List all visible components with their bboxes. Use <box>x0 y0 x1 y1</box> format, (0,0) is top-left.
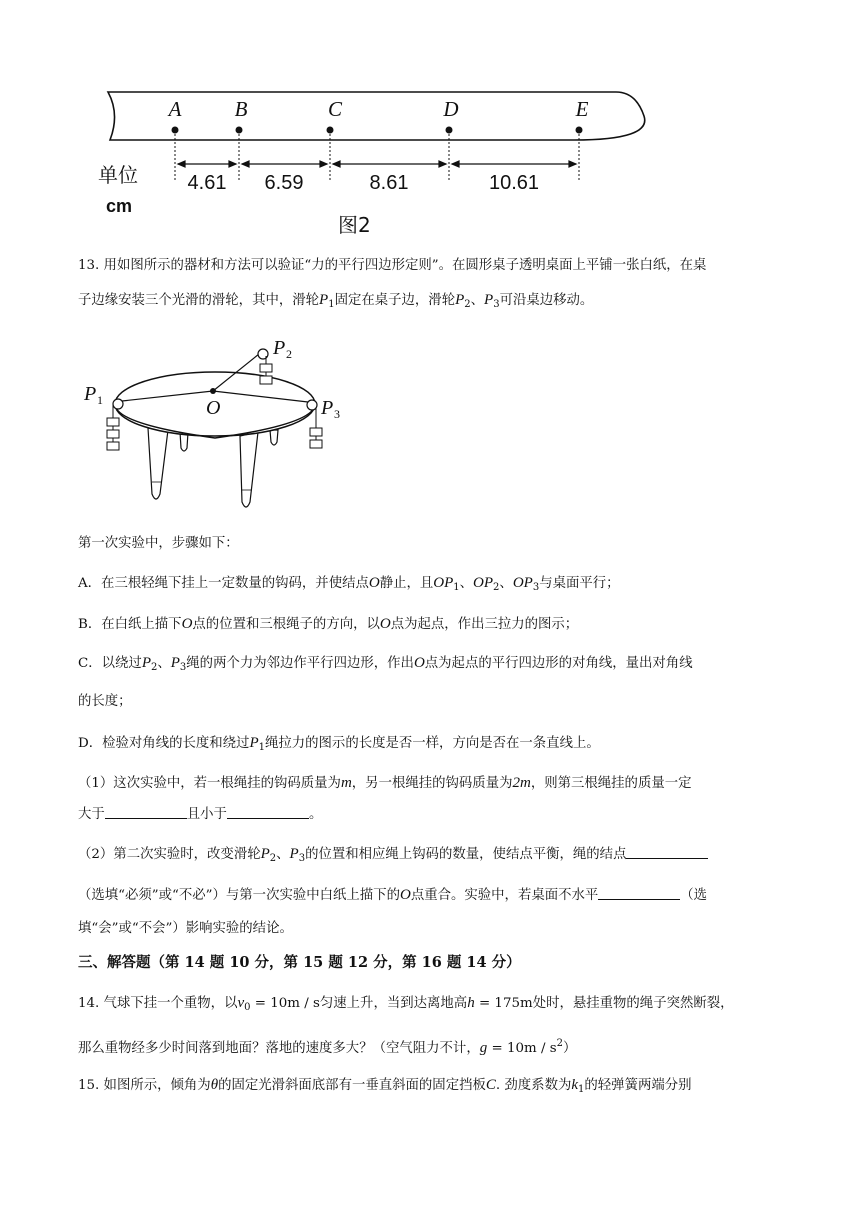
section-heading: 三、解答题（第 14 题 10 分，第 15 题 12 分，第 16 题 14 分） <box>78 954 521 971</box>
label-p2: P <box>273 337 286 359</box>
q15-line1: 15. 如图所示，倾角为θ的固定光滑斜面底部有一垂直斜面的固定挡板C. 劲度系数为$k_1$的轻弹簧两端分别 <box>78 1077 692 1095</box>
dot-d <box>446 127 453 134</box>
q13-intro-line1: 13. 用如图所示的器材和方法可以验证“力的平行四边形定则”。在圆形桌子透明桌面上平铺一张白纸，在桌 <box>78 258 707 273</box>
answer-blank-4[interactable] <box>598 887 680 900</box>
svg-text:3: 3 <box>334 407 340 421</box>
label-p3: P <box>321 397 334 419</box>
subq-2-cont: （选填“必须”或“不必”）与第一次实验中白纸上描下的O点重合。实验中，若桌面不水平 （选 <box>78 887 708 903</box>
step-d: D．检验对角线的长度和绕过$P_1$绳拉力的图示的长度是否一样，方向是否在一条直线上。 <box>78 735 600 753</box>
q13-intro-line2: 子边缘安装三个光滑的滑轮，其中，滑轮$P_1$固定在桌子边，滑轮$P_2$、$P_3$可沿桌边移动。 <box>78 292 594 310</box>
dot-b <box>236 127 243 134</box>
answer-blank-3[interactable] <box>626 846 708 859</box>
dot-a <box>172 127 179 134</box>
point-label-a: A <box>168 97 182 121</box>
point-label-e: E <box>575 97 589 121</box>
step-b: B．在白纸上描下O点的位置和三根绳子的方向，以O点为起点，作出三拉力的图示； <box>78 616 579 632</box>
label-o: O <box>206 397 221 419</box>
point-label-c: C <box>327 97 343 121</box>
segment-bc: 6.59 <box>264 172 304 194</box>
step-a: A．在三根轻绳下挂上一定数量的钩码，并使结点O静止，且$OP_1$、$OP_2$、$OP_3$与桌面平行； <box>78 575 620 593</box>
table-figure <box>80 332 360 518</box>
figure-2-tape <box>96 88 656 240</box>
answer-blank-1[interactable] <box>105 806 187 819</box>
svg-text:2: 2 <box>286 347 292 361</box>
tape-outline <box>108 92 645 140</box>
segment-ab: 4.61 <box>187 172 227 194</box>
subq-2-cont2: 填“会”或“不会”）影响实验的结论。 <box>78 921 293 936</box>
step-c: C．以绕过$P_2$、$P_3$绳的两个力为邻边作平行四边形，作出O点为起点的平行四边形的对角线，量出对角线 <box>78 655 693 673</box>
label-p1: P <box>84 383 97 405</box>
dot-c <box>327 127 334 134</box>
svg-text:1: 1 <box>97 393 103 407</box>
dot-e <box>576 127 583 134</box>
unit-label: 单位 <box>98 163 138 187</box>
subq-1-cont: 大于 且小于 。 <box>78 807 323 822</box>
point-label-b: B <box>234 97 248 121</box>
q14-line2: 那么重物经多少时间落到地面？落地的速度多大？（空气阻力不计，$g = 10m / s^2$） <box>78 1038 577 1056</box>
answer-blank-2[interactable] <box>227 806 309 819</box>
subq-2: （2）第二次实验时，改变滑轮$P_2$、$P_3$的位置和相应绳上钩码的数量，使结点平衡，绳的结点 <box>78 844 784 869</box>
unit-cm: cm <box>106 196 133 216</box>
segment-de: 10.61 <box>488 172 540 194</box>
q14-line1: 14. 气球下挂一个重物，以$v_0 = 10m / s$匀速上升，当到达离地高h = 175m处时，悬挂重物的绳子突然断裂， <box>78 995 734 1013</box>
figure-caption: 图2 <box>338 213 371 237</box>
step-c-cont: 的长度； <box>78 694 132 709</box>
steps-title: 第一次实验中，步骤如下： <box>78 536 239 551</box>
subq-1: （1）这次实验中，若一根绳挂的钩码质量为m，另一根绳挂的钩码质量为2m，则第三根绳挂的质量一定 <box>78 775 692 791</box>
point-label-d: D <box>443 97 459 121</box>
segment-cd: 8.61 <box>369 172 409 194</box>
